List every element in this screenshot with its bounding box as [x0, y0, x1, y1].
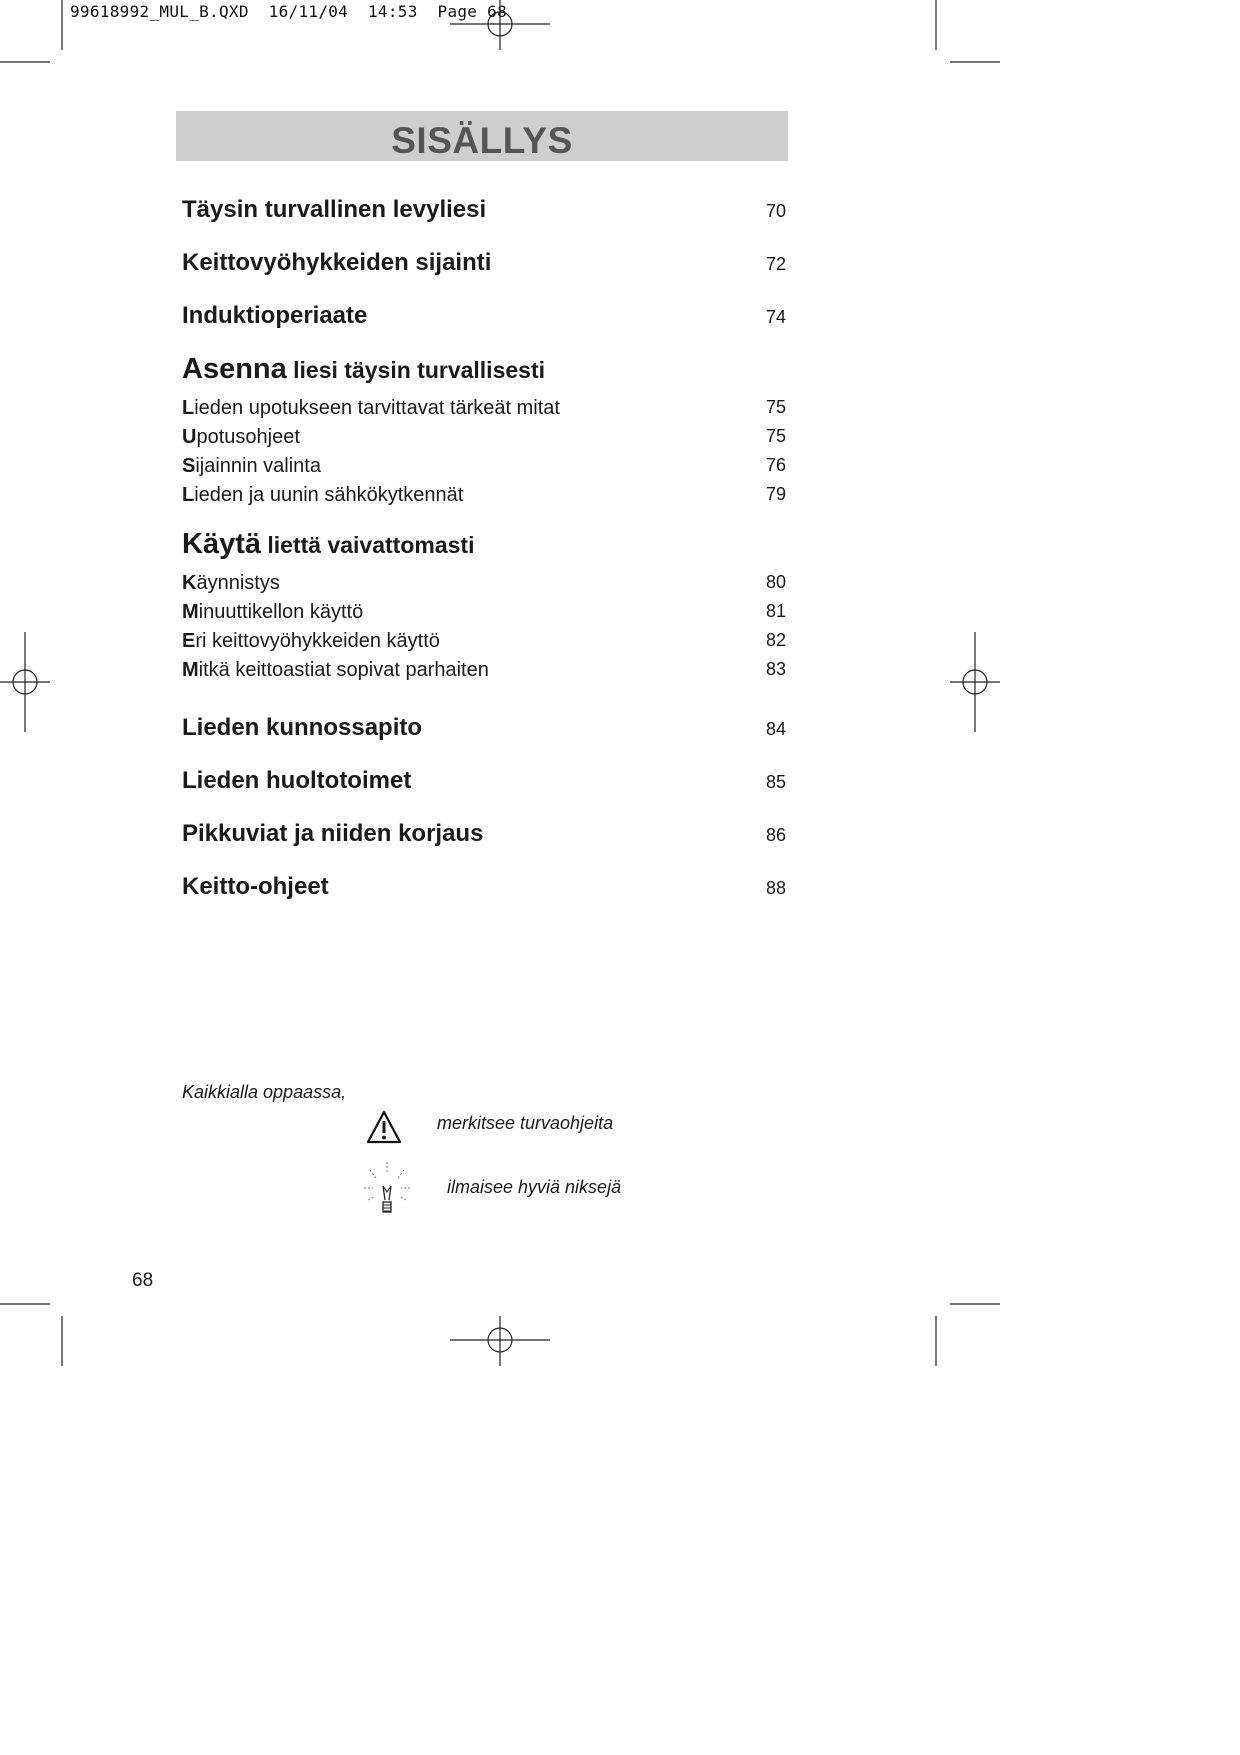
toc-subentry-text: potusohjeet	[196, 426, 300, 448]
toc-entry-label: Keitto-ohjeet	[182, 873, 329, 900]
legend-tip-text: ilmaisee hyviä niksejä	[447, 1177, 622, 1197]
toc-entry-page: 88	[765, 878, 786, 898]
toc-subentry	[182, 654, 786, 682]
toc-section-keyword: Asenna	[182, 353, 287, 385]
toc-entry-label: Lieden kunnossapito	[182, 714, 423, 741]
toc-entry	[182, 816, 786, 848]
toc-subentry	[182, 567, 786, 595]
toc-subentry	[182, 392, 786, 420]
toc-subentry-text: ijainnin valinta	[195, 455, 321, 477]
toc-subentry-page: 81	[765, 601, 786, 621]
toc-entry-label: Pikkuviat ja niiden korjaus	[182, 820, 484, 847]
toc-subentry-text: äynnistys	[196, 572, 280, 594]
toc-subentry	[182, 421, 786, 449]
toc-subentry-text: itkä keittoastiat sopivat parhaiten	[198, 659, 489, 681]
toc-subentry-page: 79	[765, 484, 786, 504]
toc-entry-page: 74	[765, 307, 786, 327]
toc-entry-label: Induktioperiaate	[182, 302, 368, 329]
page-title: SISÄLLYS	[391, 120, 573, 161]
toc-subentry-text: ieden upotukseen tarvittavat tärkeät mitat	[194, 397, 560, 419]
toc-subentry-initial: U	[182, 426, 197, 448]
toc-subentry	[182, 450, 786, 478]
toc-entry	[182, 763, 786, 795]
toc-subentry-text: ieden ja uunin sähkökytkennät	[194, 484, 464, 506]
toc-subentry-initial: M	[182, 601, 199, 623]
toc-entry-page: 72	[765, 254, 786, 274]
toc-subentry-page: 83	[765, 659, 786, 679]
toc-entry	[182, 192, 786, 224]
warning-triangle-icon	[366, 1110, 402, 1144]
page-number: 68	[132, 1270, 154, 1291]
toc-subentry-initial: L	[182, 397, 195, 419]
toc-entry-page: 85	[765, 772, 786, 792]
toc-subentry-initial: E	[182, 630, 196, 652]
toc-section-heading	[182, 525, 786, 561]
print-slug-line: 99618992_MUL_B.QXD 16/11/04 14:53 Page 68	[70, 2, 508, 21]
toc-entry-page: 84	[765, 719, 786, 739]
toc-subentry-page: 80	[765, 572, 786, 592]
toc-subentry	[182, 596, 786, 624]
toc-entry-label: Keittovyöhykkeiden sijainti	[182, 249, 492, 276]
toc-section-heading	[182, 350, 786, 386]
toc-entry-label: Täysin turvallinen levyliesi	[182, 196, 487, 223]
legend-warning-text: merkitsee turvaohjeita	[437, 1113, 614, 1133]
toc-subentry	[182, 625, 786, 653]
legend-intro: Kaikkialla oppaassa,	[182, 1082, 347, 1102]
toc-subentry-text: inuuttikellon käyttö	[198, 601, 364, 623]
toc-entry-label: Lieden huoltotoimet	[182, 767, 412, 794]
toc-section-rest: liesi täysin turvallisesti	[286, 357, 545, 383]
toc-subentry-initial: L	[182, 484, 195, 506]
toc-subentry-text: ri keittovyöhykkeiden käyttö	[195, 630, 440, 652]
toc-subentry-initial: M	[182, 659, 199, 681]
title-bar	[176, 111, 788, 161]
toc-entry	[182, 710, 786, 742]
toc-entry	[182, 869, 786, 901]
toc-subentry-page: 75	[765, 426, 786, 446]
toc-entry	[182, 245, 786, 277]
toc-subentry-initial: K	[182, 572, 197, 594]
toc-subentry-page: 75	[765, 397, 786, 417]
toc-entry	[182, 298, 786, 330]
toc-subentry	[182, 479, 786, 507]
toc-entry-page: 86	[765, 825, 786, 845]
toc-section-rest: liettä vaivattomasti	[261, 532, 475, 558]
toc-subentry-initial: S	[182, 455, 196, 477]
toc-subentry-page: 76	[765, 455, 786, 475]
light-bulb-icon	[362, 1160, 412, 1224]
toc-section-keyword: Käytä	[182, 528, 261, 560]
toc-entry-page: 70	[765, 201, 786, 221]
toc-subentry-page: 82	[765, 630, 786, 650]
